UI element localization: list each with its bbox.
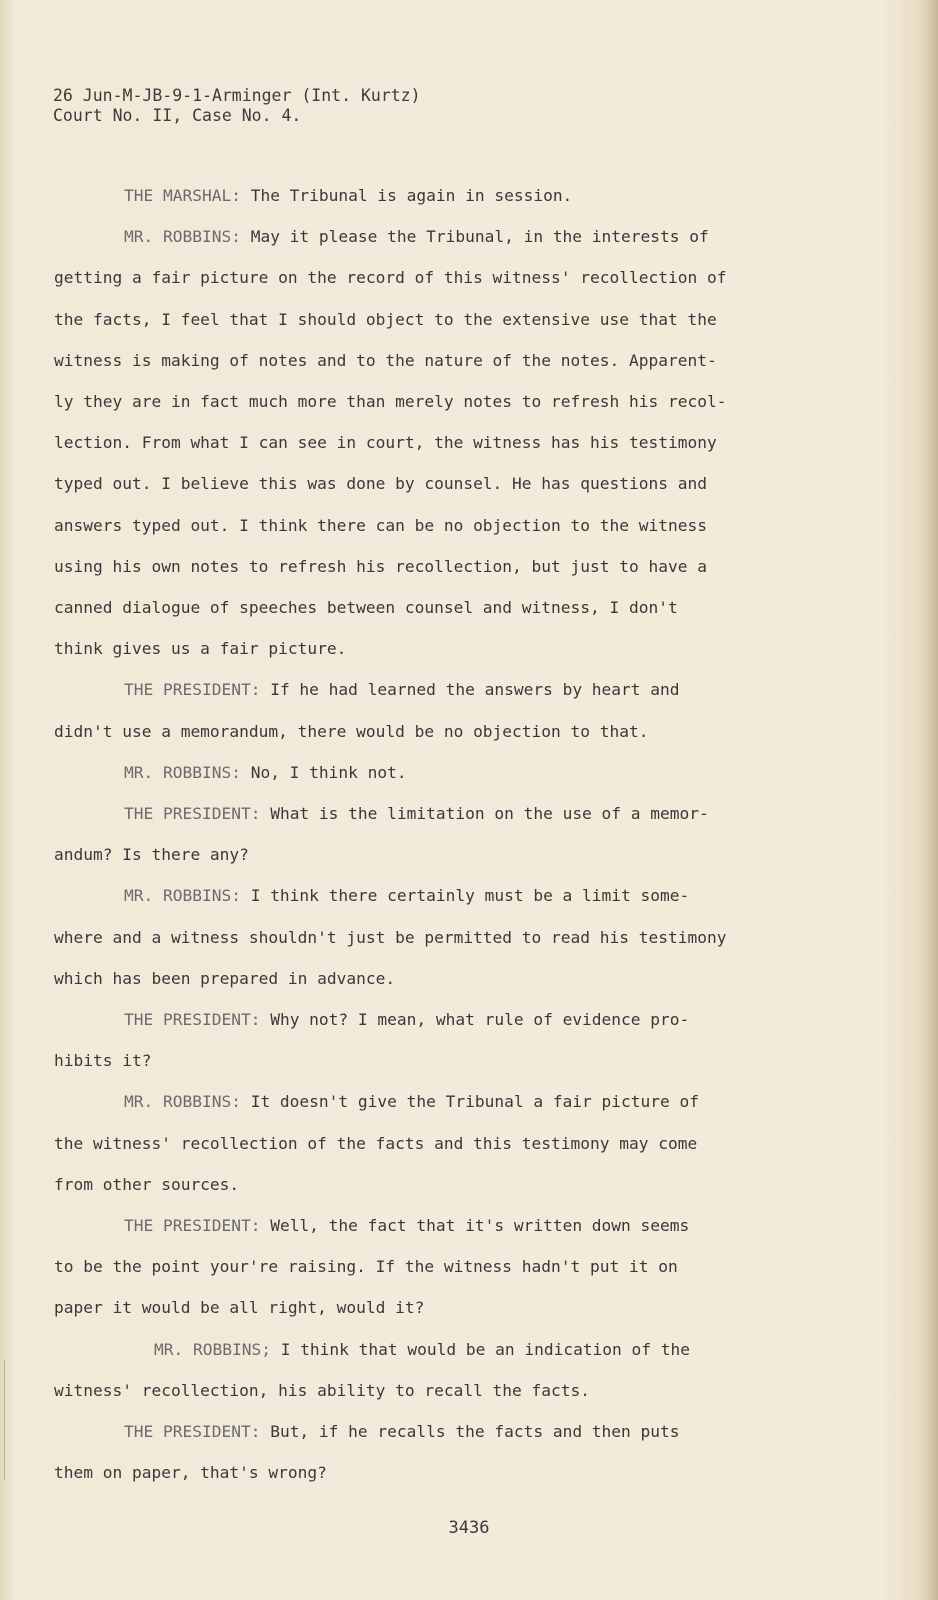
speaker-label: THE PRESIDENT: xyxy=(124,680,261,700)
page-number: 3436 xyxy=(448,1518,490,1538)
line-text: No, I think not. xyxy=(240,762,407,782)
transcript-line xyxy=(54,1329,774,1370)
transcript-line: using his own notes to refresh his recollection, but just to have a xyxy=(54,556,707,576)
speaker-label: THE PRESIDENT: xyxy=(124,1422,261,1442)
speaker-label: MR. ROBBINS: xyxy=(124,227,241,247)
line-text: Why not? I mean, what rule of evidence pro- xyxy=(260,1010,690,1030)
transcript-line: ly they are in fact much more than merely notes to refresh his recol- xyxy=(54,392,727,412)
transcript-line: hibits it? xyxy=(54,1051,152,1071)
transcript-line xyxy=(54,999,774,1040)
transcript-line xyxy=(54,216,774,257)
transcript-line: the witness' recollection of the facts and this testimony may come xyxy=(54,1133,698,1153)
transcript-line xyxy=(54,175,774,216)
speaker-label: MR. ROBBINS: xyxy=(124,886,241,906)
transcript-line xyxy=(54,1081,774,1122)
transcript-line: to be the point your're raising. If the witness hadn't put it on xyxy=(54,1257,678,1277)
line-text: Well, the fact that it's written down seems xyxy=(260,1216,690,1236)
transcript-line xyxy=(54,1411,774,1452)
transcript-line: paper it would be all right, would it? xyxy=(54,1298,425,1318)
transcript-line: lection. From what I can see in court, the witness has his testimony xyxy=(54,433,717,453)
transcript-line: from other sources. xyxy=(54,1174,240,1194)
transcript-line xyxy=(54,669,774,710)
header-line-2: Court No. II, Case No. 4. xyxy=(53,106,302,125)
speaker-label: THE PRESIDENT: xyxy=(124,1216,261,1236)
speaker-label: MR. ROBBINS: xyxy=(124,762,241,782)
speaker-label: MR. ROBBINS; xyxy=(154,1339,271,1359)
margin-mark xyxy=(4,1360,5,1480)
transcript-body xyxy=(54,175,774,1494)
transcript-line: them on paper, that's wrong? xyxy=(54,1463,327,1483)
transcript-line: getting a fair picture on the record of this witness' recollection of xyxy=(54,268,727,288)
header-line-1: 26 Jun-M-JB-9-1-Arminger (Int. Kurtz) xyxy=(53,86,421,105)
transcript-line xyxy=(54,752,774,793)
page-header xyxy=(53,86,421,126)
line-text: May it please the Tribunal, in the interests of xyxy=(240,227,709,247)
transcript-line: witness' recollection, his ability to recall the facts. xyxy=(54,1380,591,1400)
speaker-label: MR. ROBBINS: xyxy=(124,1092,241,1112)
transcript-line: think gives us a fair picture. xyxy=(54,639,347,659)
line-text: I think there certainly must be a limit some- xyxy=(240,886,690,906)
speaker-label: THE MARSHAL: xyxy=(124,186,241,205)
transcript-line: answers typed out. I think there can be no objection to the witness xyxy=(54,515,707,535)
line-text: If he had learned the answers by heart and xyxy=(260,680,680,700)
speaker-label: THE PRESIDENT: xyxy=(124,1010,261,1030)
line-text: The Tribunal is again in session. xyxy=(240,186,573,205)
transcript-line: witness is making of notes and to the nature of the notes. Apparent- xyxy=(54,350,717,370)
speaker-label: THE PRESIDENT: xyxy=(124,804,261,824)
line-text: But, if he recalls the facts and then puts xyxy=(260,1422,680,1442)
transcript-line xyxy=(54,875,774,916)
transcript-line: where and a witness shouldn't just be permitted to read his testimony xyxy=(54,927,727,947)
transcript-line: andum? Is there any? xyxy=(54,845,249,865)
transcript-line xyxy=(54,1205,774,1246)
transcript-line: canned dialogue of speeches between counsel and witness, I don't xyxy=(54,598,678,618)
line-text: It doesn't give the Tribunal a fair picture of xyxy=(240,1092,700,1112)
page-edge-shadow xyxy=(916,0,938,1600)
transcript-line: which has been prepared in advance. xyxy=(54,968,396,988)
line-text: What is the limitation on the use of a memor- xyxy=(260,804,709,824)
line-text: I think that would be an indication of the xyxy=(270,1339,691,1359)
transcript-line xyxy=(54,793,774,834)
transcript-line: the facts, I feel that I should object to the extensive use that the xyxy=(54,309,717,329)
transcript-line: didn't use a memorandum, there would be no objection to that. xyxy=(54,721,649,741)
transcript-line: typed out. I believe this was done by counsel. He has questions and xyxy=(54,474,707,494)
